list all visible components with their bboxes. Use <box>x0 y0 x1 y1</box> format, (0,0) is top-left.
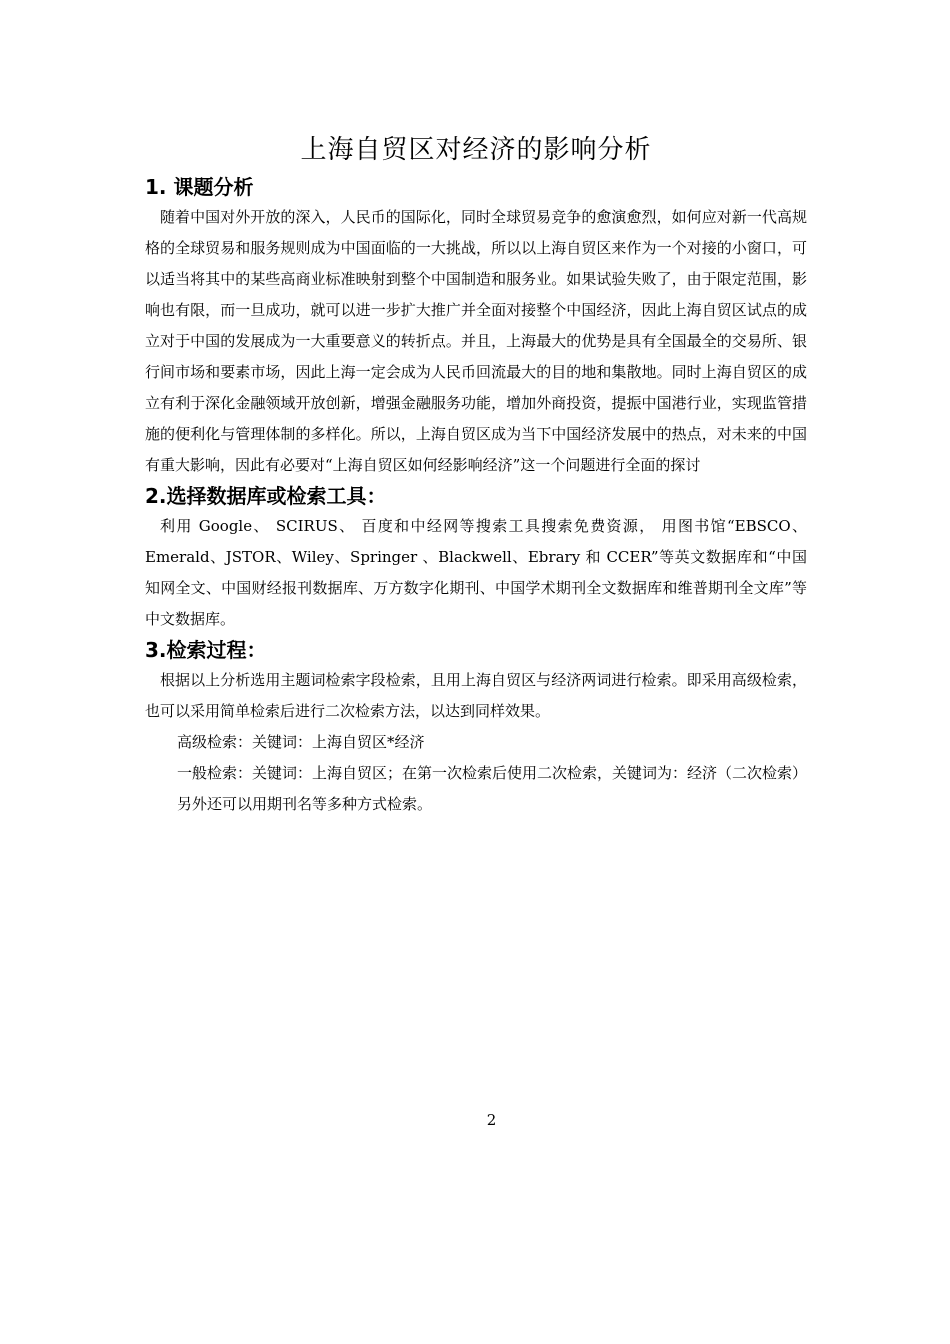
document-body <box>145 130 807 820</box>
section-paragraph: 利用 Google、 SCIRUS、 百度和中经网等搜索工具搜索免费资源， 用图书馆“EBSCO、Emerald、JSTOR、Wiley、Springer 、Blackwell、Ebrary 和 CCER”等英文数据库和“中国知网全文、中国财经报刊数据库、万方数字化期刊、中国学术期刊全文数据库和维普期刊全文库”等中文数据库。 <box>145 517 807 628</box>
section-paragraph: 高级检索：关键词：上海自贸区*经济 <box>177 733 425 751</box>
section-paragraph: 另外还可以用期刊名等多种方式检索。 <box>177 795 433 813</box>
section-1 <box>145 172 807 481</box>
page-number: 2 <box>486 1111 497 1129</box>
section-paragraph: 根据以上分析选用主题词检索字段检索，且用上海自贸区与经济两词进行检索。即采用高级检索，也可以采用简单检索后进行二次检索方法，以达到同样效果。 <box>145 671 807 720</box>
section-paragraph: 一般检索：关键词：上海自贸区；在第一次检索后使用二次检索，关键词为：经济（二次检索） <box>177 764 808 782</box>
section-heading: 1. 课题分析 <box>145 175 254 199</box>
section-heading: 3.检索过程： <box>145 638 267 662</box>
section-heading: 2.选择数据库或检索工具： <box>145 484 387 508</box>
section-3 <box>145 635 807 820</box>
section-paragraph: 随着中国对外开放的深入，人民币的国际化，同时全球贸易竞争的愈演愈烈，如何应对新一代高规格的全球贸易和服务规则成为中国面临的一大挑战，所以以上海自贸区来作为一个对接的小窗口，可以适当将其中的某些高商业标准映射到整个中国制造和服务业。如果试验失败了，由于限定范围，影响也有限，而一旦成功，就可以进一步扩大推广并全面对接整个中国经济，因此上海自贸区试点的成立对于中国的发展成为一大重要意义的转折点。并且，上海最大的优势是具有全国最全的交易所、银行间市场和要素市场，因此上海一定会成为人民币回流最大的目的地和集散地。同时上海自贸区的成立有利于深化金融领域开放创新，增强金融服务功能，增加外商投资，提振中国港行业，实现监管措施的便利化与管理体制的多样化。所以，上海自贸区成为当下中国经济发展中的热点，对未来的中国有重大影响，因此有必要对“上海自贸区如何经影响经济”这一个问题进行全面的探讨 <box>145 208 807 474</box>
section-2 <box>145 481 807 635</box>
document-title: 上海自贸区对经济的影响分析 <box>300 135 652 165</box>
